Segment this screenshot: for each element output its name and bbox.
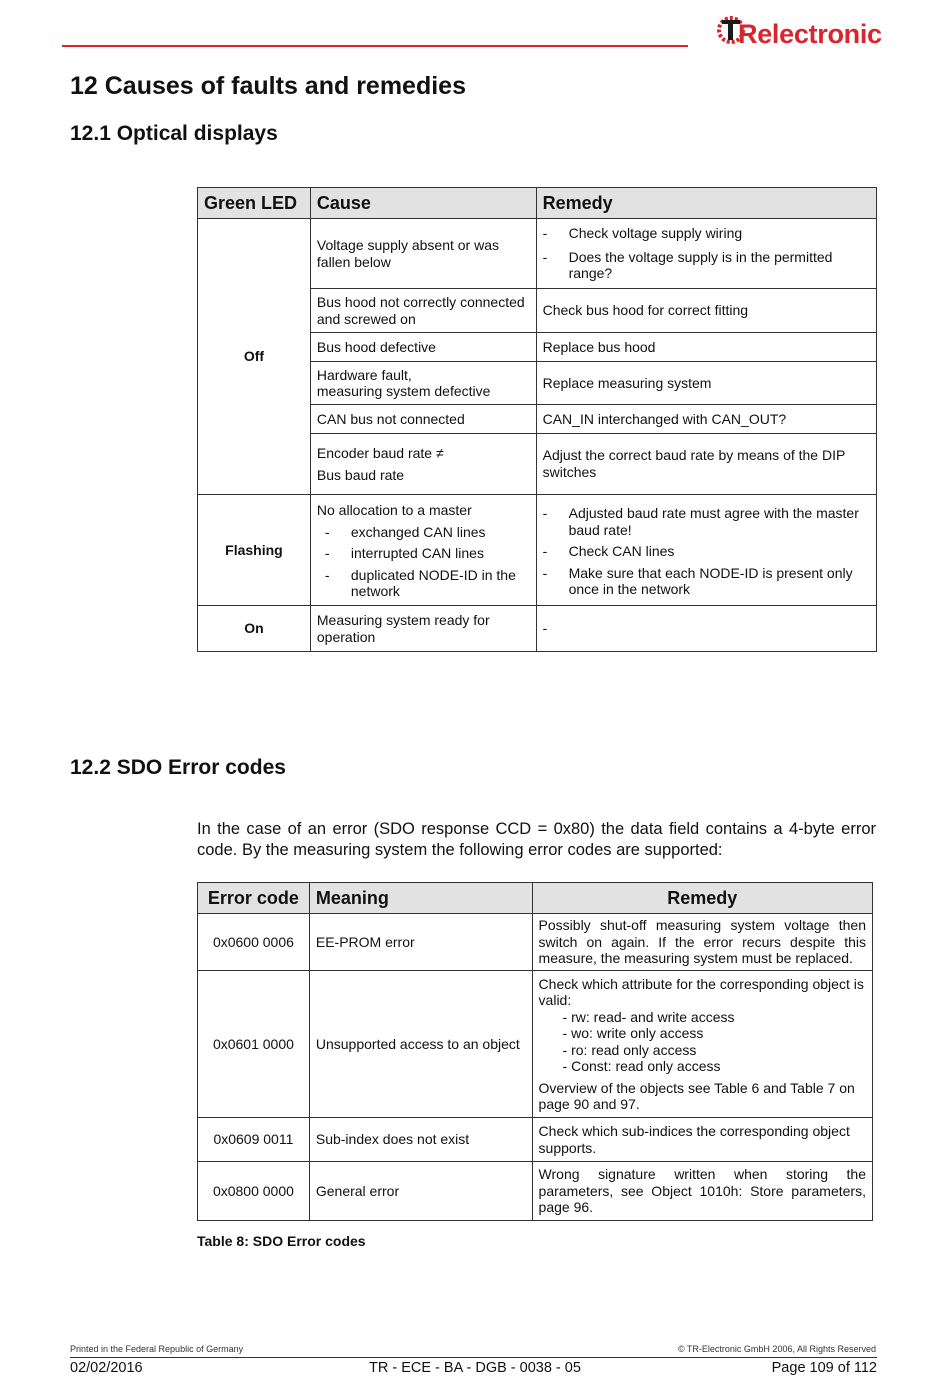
table-header-row [198,188,877,219]
error-code-cell: 0x0609 0011 [198,1118,310,1162]
sdo-intro-text: In the case of an error (SDO response CCD = 0x80) the data field contains a 4-byte error code. By the measuring system the following error codes are supported: [197,820,876,859]
remedy-cell: Adjust the correct baud rate by means of the DIP switches [536,434,876,495]
list-item: - Check CAN lines [542,543,675,559]
col-header-meaning: Meaning [309,883,532,914]
list-item: - ro: read only access [562,1041,697,1058]
footer-page-number: Page 109 of 112 [771,1360,877,1376]
cause-cell: Bus hood defective [310,333,536,362]
optical-displays-table [197,187,877,652]
logo-wordmark [738,19,882,50]
list-item: - Make sure that each NODE-ID is present only once in the network [542,564,853,597]
cause-cell [310,495,536,606]
table-caption: Table 8: SDO Error codes [197,1233,366,1249]
list-item: - exchanged CAN lines [324,523,486,540]
col-header-led: Green LED [198,188,311,219]
list-item: - rw: read- and write access [562,1008,735,1025]
table-row [198,1162,873,1221]
list-item: - Check voltage supply wiring [542,225,743,242]
footer-date: 02/02/2016 [70,1360,143,1376]
table-row [198,1118,873,1162]
list-item: - Const: read only access [562,1058,721,1074]
remedy-cell: Replace measuring system [536,362,876,405]
led-state-off: Off [198,219,311,495]
meaning-cell: General error [309,1162,532,1221]
sdo-error-table [197,882,873,1221]
section-title-optical: 12.1 Optical displays [70,122,278,145]
cause-cell [310,362,536,405]
list-item: - Does the voltage supply is in the permitted range? [542,248,833,282]
footer-copyright: © TR-Electronic GmbH 2006, All Rights Reserved [677,1344,876,1354]
remedy-cell: Wrong signature written when storing the parameters, see Object 1010h: Store parameters, page 96. [532,1162,872,1221]
cause-line: Encoder baud rate ≠ [316,445,444,461]
footer-rule [70,1357,877,1358]
col-header-remedy: Remedy [532,883,872,914]
remedy-cell: CAN_IN interchanged with CAN_OUT? [536,405,876,434]
list-item: - duplicated NODE-ID in the network [324,566,516,599]
error-code-cell: 0x0800 0000 [198,1162,310,1221]
logo-text: Relectronic [738,19,882,49]
table-row [198,914,873,971]
remedy-line: Check which attribute for the corresponding object is valid: [538,975,864,1008]
meaning-cell: EE-PROM error [309,914,532,971]
list-item: - Adjusted baud rate must agree with the master baud rate! [542,505,859,538]
remedy-cell [536,495,876,606]
section-title-sdo: 12.2 SDO Error codes [70,756,286,779]
remedy-cell [532,971,872,1118]
cause-line: Bus baud rate [316,466,405,483]
cause-line: No allocation to a master [316,502,472,518]
remedy-cell: Check which sub-indices the corresponding object supports. [532,1118,872,1162]
footer-doc-number: TR - ECE - BA - DGB - 0038 - 05 [369,1360,581,1376]
remedy-line: Overview of the objects see Table 6 and Table 7 on page 90 and 97. [538,1079,855,1112]
remedy-cell: Replace bus hood [536,333,876,362]
led-state-on: On [198,606,311,652]
cause-cell [310,434,536,495]
cause-cell: Bus hood not correctly connected and screwed on [310,289,536,333]
list-item: - wo: write only access [562,1025,704,1041]
meaning-cell: Unsupported access to an object [309,971,532,1118]
footer-printed: Printed in the Federal Republic of Germany [70,1344,244,1354]
table-row [198,606,877,652]
cause-cell: Measuring system ready for operation [310,606,536,652]
table-header-row [198,883,873,914]
error-code-cell: 0x0600 0006 [198,914,310,971]
cause-cell: Voltage supply absent or was fallen below [310,219,536,289]
cause-line: measuring system defective [316,383,491,399]
col-header-remedy: Remedy [536,188,876,219]
remedy-cell: Possibly shut-off measuring system voltage then switch on again. If the error recurs despite this measure, the measuring system must be replaced. [532,914,872,971]
error-code-cell: 0x0601 0000 [198,971,310,1118]
header-rule [62,45,688,47]
table-row [198,219,877,289]
cause-line: Hardware fault, [316,366,412,383]
remedy-cell: - [536,606,876,652]
table-row [198,971,873,1118]
led-state-flashing: Flashing [198,495,311,606]
cause-cell: CAN bus not connected [310,405,536,434]
col-header-error-code: Error code [198,883,310,914]
table-row [198,495,877,606]
col-header-cause: Cause [310,188,536,219]
page-title: 12 Causes of faults and remedies [70,72,466,100]
meaning-cell: Sub-index does not exist [309,1118,532,1162]
remedy-cell [536,219,876,289]
list-item: - interrupted CAN lines [324,545,484,561]
remedy-cell: Check bus hood for correct fitting [536,289,876,333]
tr-electronic-logo [716,12,882,49]
